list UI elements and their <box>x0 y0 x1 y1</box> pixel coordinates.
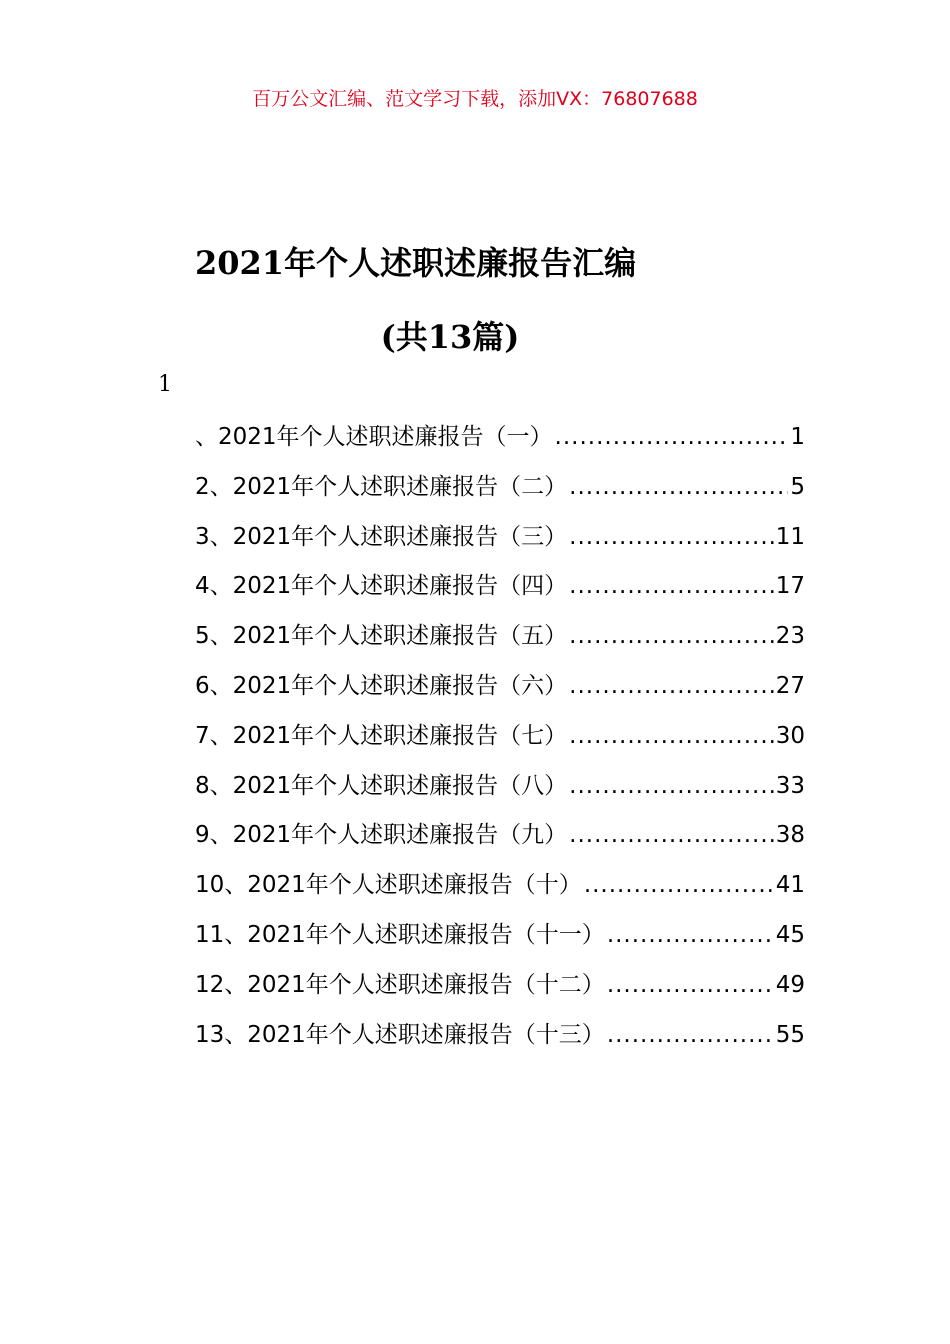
toc-item-label: 12、2021年个人述职述廉报告（十二） <box>195 971 605 998</box>
header-watermark-text: 百万公文汇编、范文学习下载，添加VX：76807688 <box>252 88 698 110</box>
toc-item-label: 13、2021年个人述职述廉报告（十三） <box>195 1021 605 1048</box>
toc-leader-dots <box>607 922 774 948</box>
toc-item[interactable] <box>195 667 805 717</box>
toc-item-page: 1 <box>790 424 805 450</box>
toc-leader-dots <box>569 773 774 799</box>
toc-item-page: 30 <box>775 722 805 749</box>
toc-item-page: 27 <box>775 672 805 699</box>
document-title: 2021年个人述职述廉报告汇编 <box>195 244 637 282</box>
toc-leader-dots <box>569 822 774 848</box>
toc-item-page: 38 <box>775 822 805 849</box>
toc-item-label: 4、2021年个人述职述廉报告（四） <box>195 573 568 600</box>
toc-item-label: 10、2021年个人述职述廉报告（十） <box>195 872 582 899</box>
toc-item-label: 9、2021年个人述职述廉报告（九） <box>195 822 568 849</box>
toc-item[interactable] <box>195 468 805 518</box>
toc-item-page: 23 <box>775 623 805 650</box>
toc-leader-dots <box>569 623 774 649</box>
toc-item-label: 8、2021年个人述职述廉报告（八） <box>195 772 568 799</box>
toc-item-label: 6、2021年个人述职述廉报告（六） <box>195 672 568 699</box>
toc-item-label: 5、2021年个人述职述廉报告（五） <box>195 623 568 650</box>
toc-item[interactable] <box>195 816 805 866</box>
toc-item[interactable] <box>195 767 805 817</box>
toc-item[interactable] <box>195 567 805 617</box>
toc-leader-dots <box>569 474 788 500</box>
toc-leader-dots <box>607 1022 774 1048</box>
toc-item-page: 33 <box>775 772 805 799</box>
toc-leader-dots <box>607 972 774 998</box>
toc-item-page: 55 <box>775 1021 805 1048</box>
toc-item[interactable] <box>195 617 805 667</box>
toc-item[interactable] <box>195 717 805 767</box>
toc-item-label: 3、2021年个人述职述廉报告（三） <box>195 523 568 550</box>
toc-item-page: 11 <box>775 523 805 550</box>
toc-item-label: 2、2021年个人述职述廉报告（二） <box>195 473 568 500</box>
toc-item[interactable] <box>195 1016 805 1066</box>
toc-leader-dots <box>569 573 774 599</box>
toc-leader-dots <box>569 723 774 749</box>
toc-item-page: 41 <box>775 872 805 899</box>
toc-item[interactable] <box>195 866 805 916</box>
toc-leader-dots <box>555 424 789 450</box>
stray-number: 1 <box>158 372 172 397</box>
toc-item-label: 11、2021年个人述职述廉报告（十一） <box>195 921 605 948</box>
toc-item-page: 49 <box>775 971 805 998</box>
toc-item-page: 5 <box>790 473 805 500</box>
toc-item-label: 、2021年个人述职述廉报告（一） <box>195 424 553 450</box>
toc-item[interactable] <box>195 916 805 966</box>
toc-leader-dots <box>569 524 774 550</box>
document-subtitle: (共13篇) <box>380 318 520 356</box>
toc-item[interactable] <box>195 418 805 468</box>
toc-item-page: 45 <box>775 921 805 948</box>
toc-item[interactable] <box>195 518 805 568</box>
toc-item-label: 7、2021年个人述职述廉报告（七） <box>195 722 568 749</box>
toc-item-page: 17 <box>775 573 805 600</box>
toc-leader-dots <box>569 673 774 699</box>
table-of-contents <box>195 418 805 1065</box>
toc-item[interactable] <box>195 966 805 1016</box>
toc-leader-dots <box>584 872 774 898</box>
